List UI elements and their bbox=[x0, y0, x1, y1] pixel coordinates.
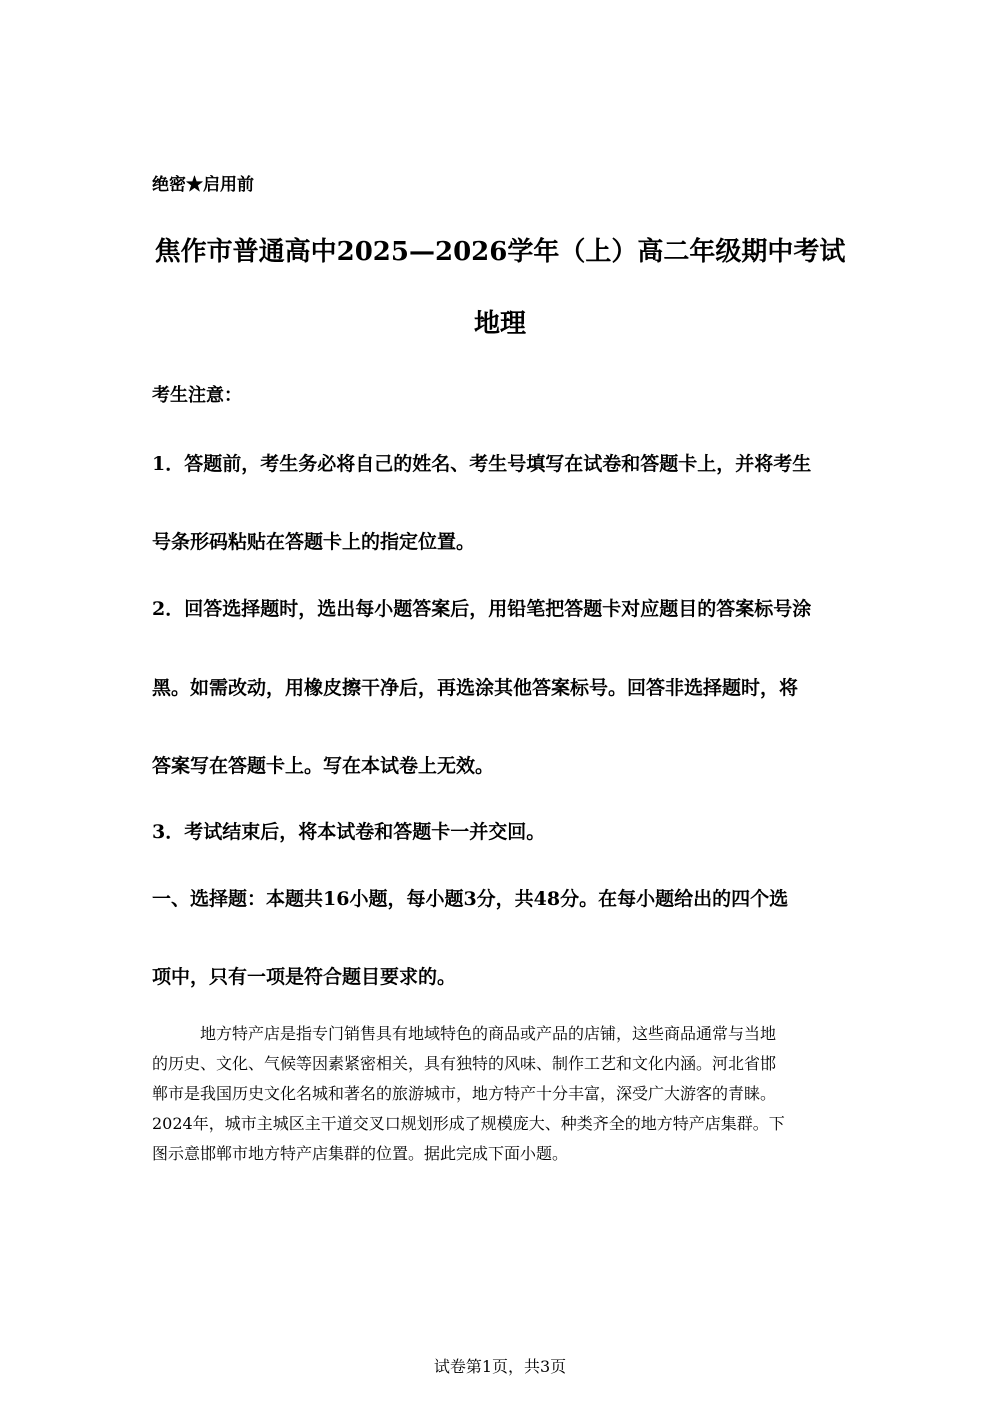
confidential-mark: 绝密★启用前 bbox=[152, 175, 254, 195]
passage-line: 2024年，城市主城区主干道交叉口规划形成了规模庞大、种类齐全的地方特产店集群。下 bbox=[152, 1114, 785, 1133]
notice-line: 答案写在答题卡上。写在本试卷上无效。 bbox=[152, 755, 495, 777]
passage-line: 的历史、文化、气候等因素紧密相关，具有独特的风味、制作工艺和文化内涵。河北省邯 bbox=[152, 1054, 777, 1073]
notice-line: 号条形码粘贴在答题卡上的指定位置。 bbox=[152, 531, 476, 553]
passage-line: 图示意邯郸市地方特产店集群的位置。据此完成下面小题。 bbox=[152, 1144, 569, 1163]
notice-line: 2．回答选择题时，选出每小题答案后，用铅笔把答题卡对应题目的答案标号涂 bbox=[152, 598, 812, 620]
exam-subject: 地理 bbox=[473, 309, 526, 339]
passage-line: 郸市是我国历史文化名城和著名的旅游城市，地方特产十分丰富，深受广大游客的青睐。 bbox=[152, 1084, 777, 1103]
notice-line: 1．答题前，考生务必将自己的姓名、考生号填写在试卷和答题卡上，并将考生 bbox=[152, 453, 812, 475]
section-instruction-line: 一、选择题：本题共16小题，每小题3分，共48分。在每小题给出的四个选 bbox=[152, 888, 789, 910]
passage-line: 地方特产店是指专门销售具有地域特色的商品或产品的店铺，这些商品通常与当地 bbox=[200, 1024, 777, 1043]
passage bbox=[152, 1019, 852, 1169]
page-footer: 试卷第1页，共3页 bbox=[433, 1357, 567, 1376]
notice-line: 3．考试结束后，将本试卷和答题卡一并交回。 bbox=[152, 821, 546, 843]
notice-line: 黑。如需改动，用橡皮擦干净后，再选涂其他答案标号。回答非选择题时，将 bbox=[152, 677, 799, 699]
exam-title: 焦作市普通高中2025—2026学年（上）高二年级期中考试 bbox=[154, 237, 846, 267]
notice-heading: 考生注意： bbox=[152, 385, 242, 406]
section-instruction-line: 项中，只有一项是符合题目要求的。 bbox=[152, 966, 457, 988]
